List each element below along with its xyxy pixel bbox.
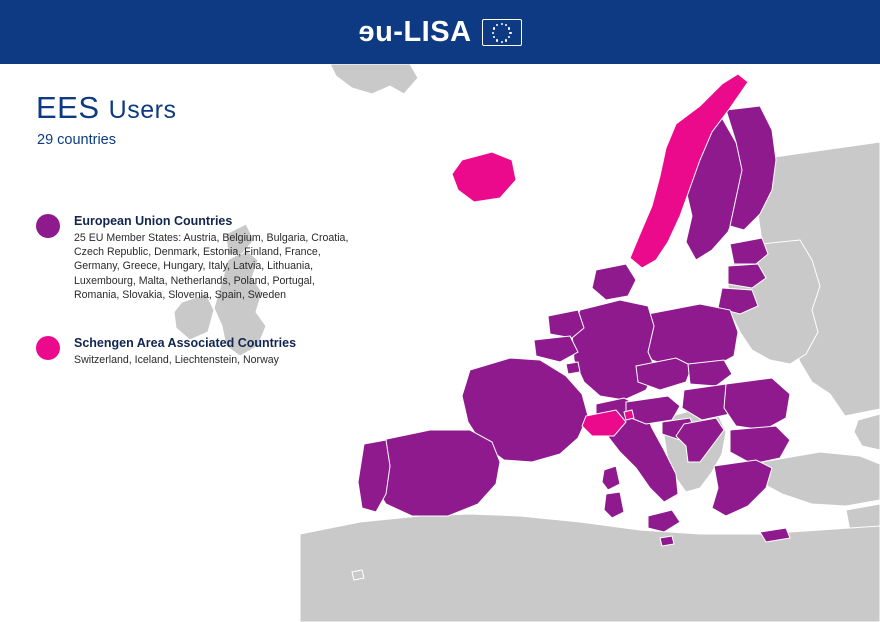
legend-heading-schengen: Schengen Area Associated Countries xyxy=(74,335,297,350)
eu-flag-stars xyxy=(493,23,511,41)
country-liechtenstein xyxy=(624,410,634,420)
page-title-main: EES xyxy=(36,90,100,125)
logo-wordmark-rest: u-LISA xyxy=(375,15,472,48)
legend-detail-schengen: Switzerland, Iceland, Liechtenstein, Norway xyxy=(74,353,279,366)
map-container xyxy=(0,64,880,622)
europe-map xyxy=(0,64,880,622)
atlantic-islands-land xyxy=(352,570,364,580)
eu-lisa-logo xyxy=(358,15,521,48)
logo-wordmark xyxy=(358,15,472,48)
page-subtitle: 29 countries xyxy=(37,132,116,148)
country-malta xyxy=(660,536,674,546)
page-title-second: Users xyxy=(108,96,177,124)
legend-heading-eu: European Union Countries xyxy=(74,214,233,228)
logo-e-glyph: e xyxy=(358,15,376,48)
legend-detail-eu: 25 EU Member States: Austria, Belgium, Bulgaria, Croatia, Czech Republic, Denmark, Estonia, Finland, France, Germany, Greece, Hungary, Italy, Latvia, Lithuania, Luxembourg, Malta, Netherlands, Poland, Portugal, Romania, Slovakia, Slovenia, Spain, Sweden xyxy=(74,232,349,301)
country-luxembourg xyxy=(566,362,580,374)
eu-flag-icon xyxy=(482,19,522,46)
header-bar xyxy=(0,0,880,64)
